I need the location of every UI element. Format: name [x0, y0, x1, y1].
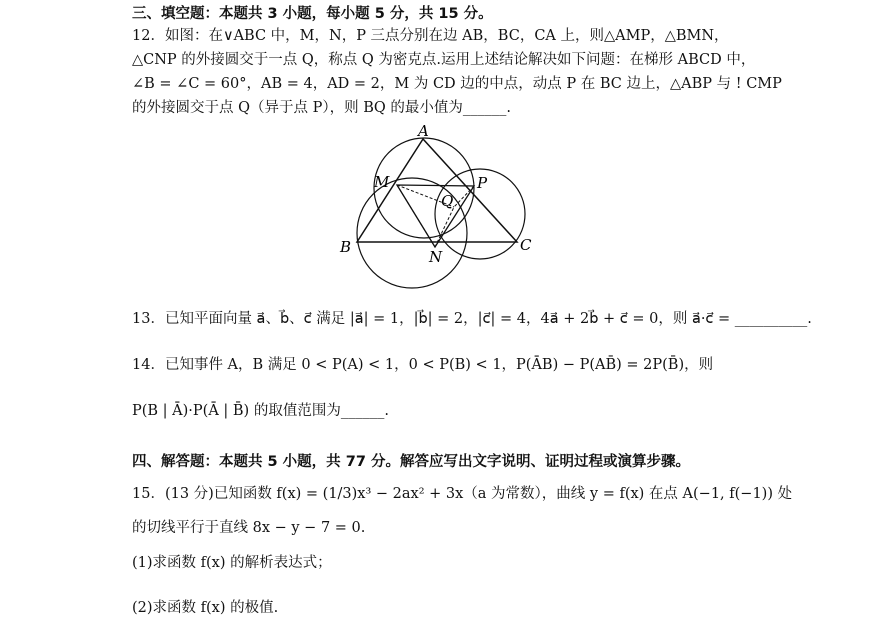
q15-line-1: 15．(13 分)已知函数 f(x) = (1/3)x³ − 2ax² + 3x（a 为常数），曲线 y = f(x) 在点 A(−1, f(−1)) 处 [132, 486, 793, 502]
q14-line-1: 14．已知事件 A，B 满足 0 < P(A) < 1，0 < P(B) < 1，P(ĀB) − P(AB̄) = 2P(B̄)，则 [132, 357, 714, 373]
q12-line-3: ∠B = ∠C = 60°，AB = 4，AD = 2，M 为 CD 边的中点，动点 P 在 BC 边上，△ABP 与 ! CMP [132, 76, 782, 92]
q12-line-2: △CNP 的外接圆交于一点 Q，称点 Q 为密克点.运用上述结论解决如下问题：在梯形 ABCD 中， [132, 52, 756, 68]
q15-part-1: (1)求函数 f(x) 的解析表达式； [132, 555, 332, 571]
miquel-point-figure [330, 122, 540, 292]
q15-line-2: 的切线平行于直线 8x − y − 7 = 0. [132, 520, 366, 536]
label-p: P [477, 174, 488, 192]
section-3-title: 三、填空题：本题共 3 小题，每小题 5 分，共 15 分。 [132, 6, 493, 22]
label-c: C [520, 236, 532, 254]
label-a: A [418, 122, 429, 140]
label-q: Q [441, 192, 454, 210]
q13-text: 13．已知平面向量 a⃗、b⃗、c⃗ 满足 |a⃗| = 1，|b⃗| = 2，|c⃗| = 4，4a⃗ + 2b⃗ + c⃗ = 0，则 a⃗·c⃗ = __________. [132, 311, 812, 327]
q15-part-2: (2)求函数 f(x) 的极值. [132, 600, 279, 616]
section-4-title: 四、解答题：本题共 5 小题，共 77 分。解答应写出文字说明、证明过程或演算步骤。 [132, 454, 690, 470]
label-m: M [374, 173, 390, 191]
label-n: N [429, 248, 443, 266]
label-b: B [340, 238, 352, 256]
q12-line-4: 的外接圆交于点 Q（异于点 P），则 BQ 的最小值为______. [132, 100, 511, 116]
q12-line-1: 12．如图：在∨ABC 中，M，N，P 三点分别在边 AB，BC，CA 上，则△AMP，△BMN， [132, 28, 729, 44]
q14-line-2: P(B | Ā)·P(Ā | B̄) 的取值范围为______. [132, 403, 389, 419]
